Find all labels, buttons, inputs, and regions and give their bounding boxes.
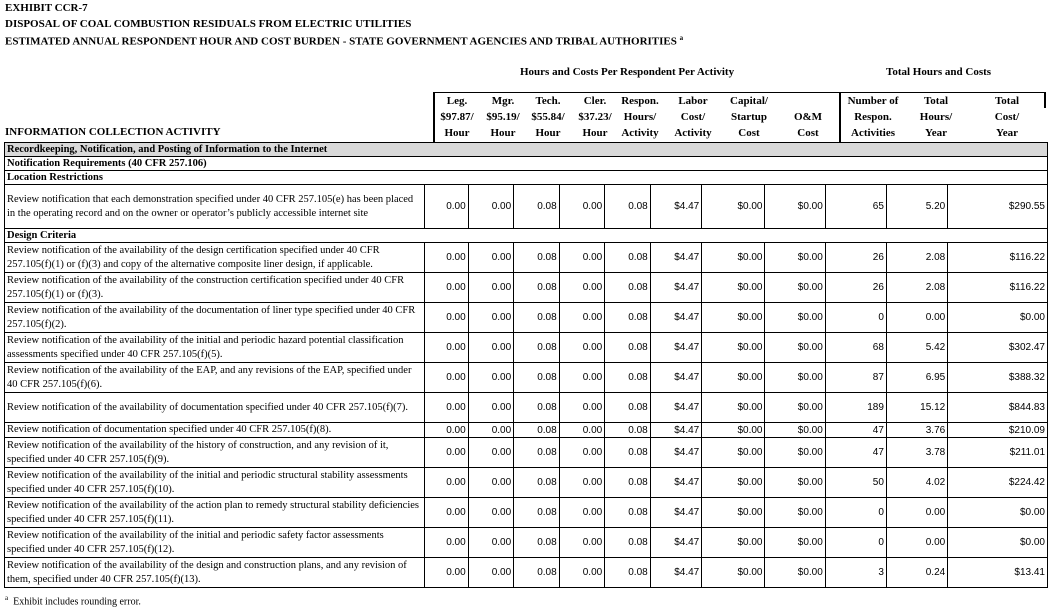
cell-mgr: 0.00 (468, 498, 514, 528)
section-recordkeeping (5, 143, 1048, 157)
cell-mgr: 0.00 (468, 528, 514, 558)
table-row (5, 558, 1048, 588)
column-header-respon (616, 93, 664, 143)
cell-cler: 0.00 (559, 243, 605, 273)
cell-tech: 0.08 (514, 273, 560, 303)
cell-hours: 5.20 (886, 185, 947, 229)
table-row (5, 303, 1048, 333)
cell-cost: $0.00 (948, 498, 1048, 528)
cell-tech: 0.08 (514, 185, 560, 229)
cell-labor: $4.47 (650, 303, 702, 333)
cell-mgr: 0.00 (468, 558, 514, 588)
column-header-line: Number of (847, 95, 899, 107)
cell-om: $0.00 (765, 185, 825, 229)
cell-om: $0.00 (765, 468, 825, 498)
column-header-line: Activity (674, 127, 712, 139)
column-header-line: Hour (444, 127, 470, 139)
activity-description: Review notification of the availability of the construction certification specified under 40 CFR 257.105(f)(1) or (f)(3). (5, 273, 425, 303)
activity-description: Review notification of the availability of the design certification specified under 40 CFR 257.105(f)(1) or (f)(3) and copy of the alternative composite liner design, if applicable. (5, 243, 425, 273)
header-divider-mid (839, 92, 841, 142)
cell-respon: 0.08 (605, 333, 651, 363)
cell-tech: 0.08 (514, 303, 560, 333)
section-location-restrictions (5, 171, 1048, 185)
cell-om: $0.00 (765, 303, 825, 333)
header-divider-left (433, 92, 435, 142)
column-header-line: Year (996, 127, 1018, 139)
cell-om: $0.00 (765, 438, 825, 468)
column-header-line: Activities (851, 127, 895, 139)
cell-leg: 0.00 (425, 423, 469, 438)
column-header-line: O&M (793, 111, 823, 123)
cell-respon: 0.08 (605, 423, 651, 438)
activity-description: Review notification of documentation specified under 40 CFR 257.105(f)(8). (5, 423, 425, 438)
cell-cost: $210.09 (948, 423, 1048, 438)
cell-cost: $224.42 (948, 468, 1048, 498)
cell-tech: 0.08 (514, 528, 560, 558)
cell-capital: $0.00 (702, 273, 765, 303)
cell-cler: 0.00 (559, 363, 605, 393)
cell-hours: 2.08 (886, 273, 947, 303)
cell-hours: 5.42 (886, 333, 947, 363)
cell-cler: 0.00 (559, 528, 605, 558)
column-header-hours (906, 93, 966, 143)
cell-respon: 0.08 (605, 303, 651, 333)
cell-leg: 0.00 (425, 243, 469, 273)
cell-cost: $116.22 (948, 243, 1048, 273)
cell-capital: $0.00 (702, 393, 765, 423)
activity-description: Review notification of the availability of the documentation of liner type specified under 40 CFR 257.105(f)(2). (5, 303, 425, 333)
cell-hours: 0.00 (886, 498, 947, 528)
cell-leg: 0.00 (425, 393, 469, 423)
group-header-per-respondent: Hours and Costs Per Respondent Per Activity (520, 66, 735, 78)
cell-respon: 0.08 (605, 558, 651, 588)
column-header-line: Leg. (446, 95, 468, 107)
cell-hours: 0.00 (886, 303, 947, 333)
column-header-line: Cost (738, 127, 760, 139)
cell-tech: 0.08 (514, 243, 560, 273)
cell-capital: $0.00 (702, 243, 765, 273)
column-header-line: Hours/ (919, 111, 953, 123)
column-header-line: Cost/ (994, 111, 1020, 123)
activity-description: Review notification of the availability of the action plan to remedy structural stability deficiencies specified under 40 CFR 257.105(f)(11). (5, 498, 425, 528)
cell-hours: 15.12 (886, 393, 947, 423)
cell-mgr: 0.00 (468, 333, 514, 363)
cell-cler: 0.00 (559, 468, 605, 498)
activity-description: Review notification of the availability of the initial and periodic hazard potential classification assessments specified under 40 CFR 257.105(f)(5). (5, 333, 425, 363)
cell-leg: 0.00 (425, 528, 469, 558)
cell-leg: 0.00 (425, 273, 469, 303)
cell-tech: 0.08 (514, 558, 560, 588)
cell-om: $0.00 (765, 333, 825, 363)
cell-respon: 0.08 (605, 528, 651, 558)
cell-labor: $4.47 (650, 498, 702, 528)
cell-tech: 0.08 (514, 363, 560, 393)
column-header-line: Hour (582, 127, 608, 139)
table-row (5, 438, 1048, 468)
table-row (5, 363, 1048, 393)
column-header-line: Respon. (854, 111, 892, 123)
column-header-tech (528, 93, 568, 143)
table-row (5, 273, 1048, 303)
cell-cler: 0.00 (559, 393, 605, 423)
table-row (5, 498, 1048, 528)
cell-cler: 0.00 (559, 273, 605, 303)
cell-cost: $13.41 (948, 558, 1048, 588)
table-row (5, 528, 1048, 558)
cell-leg: 0.00 (425, 438, 469, 468)
cell-respon: 0.08 (605, 273, 651, 303)
cell-om: $0.00 (765, 498, 825, 528)
column-header-capital (723, 93, 775, 143)
cell-labor: $4.47 (650, 393, 702, 423)
cell-om: $0.00 (765, 528, 825, 558)
footnote: $^a$ Exhibit includes rounding error. (5, 594, 141, 608)
column-header-line: Hours/ (623, 111, 657, 123)
column-header-line: Respon. (621, 95, 659, 107)
cell-capital: $0.00 (702, 438, 765, 468)
cell-hours: 0.24 (886, 558, 947, 588)
cell-leg: 0.00 (425, 303, 469, 333)
activity-description: Review notification that each demonstration specified under 40 CFR 257.105(e) has been placed in the operating record and on the owner or operator’s publicly accessible internet site (5, 185, 425, 229)
cell-cler: 0.00 (559, 303, 605, 333)
cell-respon: 0.08 (605, 498, 651, 528)
cell-number: 0 (825, 303, 886, 333)
cell-mgr: 0.00 (468, 423, 514, 438)
cell-number: 0 (825, 498, 886, 528)
activity-description: Review notification of the availability of the EAP, and any revisions of the EAP, specified under 40 CFR 257.105(f)(6). (5, 363, 425, 393)
cell-hours: 2.08 (886, 243, 947, 273)
cell-labor: $4.47 (650, 185, 702, 229)
cell-capital: $0.00 (702, 468, 765, 498)
cell-om: $0.00 (765, 558, 825, 588)
cell-capital: $0.00 (702, 185, 765, 229)
cell-hours: 3.78 (886, 438, 947, 468)
cell-cler: 0.00 (559, 438, 605, 468)
section-design-criteria (5, 229, 1048, 243)
column-header-line: $95.19/ (486, 111, 520, 123)
cell-cost: $0.00 (948, 303, 1048, 333)
cell-respon: 0.08 (605, 363, 651, 393)
cell-labor: $4.47 (650, 423, 702, 438)
cell-cost: $302.47 (948, 333, 1048, 363)
table-row (5, 243, 1048, 273)
cell-mgr: 0.00 (468, 273, 514, 303)
section-recordkeeping-label: Recordkeeping, Notification, and Posting of Information to the Internet (5, 143, 1048, 157)
column-header-line: Capital/ (730, 95, 768, 107)
cell-respon: 0.08 (605, 185, 651, 229)
cell-respon: 0.08 (605, 468, 651, 498)
column-header-line: $37.23/ (578, 111, 612, 123)
cell-number: 47 (825, 438, 886, 468)
cell-number: 87 (825, 363, 886, 393)
cell-cost: $388.32 (948, 363, 1048, 393)
cell-tech: 0.08 (514, 423, 560, 438)
table-row (5, 468, 1048, 498)
cell-mgr: 0.00 (468, 243, 514, 273)
column-header-line: Labor (678, 95, 708, 107)
column-header-labor (668, 93, 718, 143)
activity-column-header: INFORMATION COLLECTION ACTIVITY (5, 126, 221, 138)
cell-leg: 0.00 (425, 558, 469, 588)
cell-om: $0.00 (765, 393, 825, 423)
column-header-cler (574, 93, 616, 143)
cell-number: 189 (825, 393, 886, 423)
cell-hours: 0.00 (886, 528, 947, 558)
cell-capital: $0.00 (702, 363, 765, 393)
cell-om: $0.00 (765, 423, 825, 438)
cell-capital: $0.00 (702, 303, 765, 333)
cell-capital: $0.00 (702, 423, 765, 438)
cell-cost: $116.22 (948, 273, 1048, 303)
cell-number: 26 (825, 243, 886, 273)
title-line-1: DISPOSAL OF COAL COMBUSTION RESIDUALS FROM ELECTRIC UTILITIES (5, 18, 412, 30)
cell-cler: 0.00 (559, 333, 605, 363)
cell-cler: 0.00 (559, 185, 605, 229)
cell-hours: 4.02 (886, 468, 947, 498)
column-header-line: Tech. (535, 95, 561, 107)
cell-number: 65 (825, 185, 886, 229)
cell-leg: 0.00 (425, 468, 469, 498)
column-header-line: $55.84/ (531, 111, 565, 123)
group-header-totals: Total Hours and Costs (886, 66, 992, 78)
column-header-line: Mgr. (491, 95, 515, 107)
activity-description: Review notification of the availability of the initial and periodic structural stability assessments specified under 40 CFR 257.105(f)(10). (5, 468, 425, 498)
column-header-line: Total (923, 95, 949, 107)
column-header-line: $97.87/ (440, 111, 474, 123)
cell-respon: 0.08 (605, 243, 651, 273)
activity-description: Review notification of the availability of the history of construction, and any revision of it, specified under 40 CFR 257.105(f)(9). (5, 438, 425, 468)
column-header-line: Hour (535, 127, 561, 139)
cell-cler: 0.00 (559, 498, 605, 528)
cell-number: 26 (825, 273, 886, 303)
cell-tech: 0.08 (514, 438, 560, 468)
cell-labor: $4.47 (650, 528, 702, 558)
table-row (5, 333, 1048, 363)
cell-capital: $0.00 (702, 528, 765, 558)
column-header-line: Activity (621, 127, 659, 139)
cell-tech: 0.08 (514, 498, 560, 528)
cell-labor: $4.47 (650, 273, 702, 303)
cell-tech: 0.08 (514, 468, 560, 498)
cell-number: 3 (825, 558, 886, 588)
cell-mgr: 0.00 (468, 303, 514, 333)
cell-hours: 6.95 (886, 363, 947, 393)
cell-tech: 0.08 (514, 333, 560, 363)
cell-number: 0 (825, 528, 886, 558)
table-row (5, 393, 1048, 423)
column-header-line: Hour (490, 127, 516, 139)
footnote-marker: a (679, 34, 684, 42)
header-divider-right (1044, 92, 1046, 108)
cell-cost: $0.00 (948, 528, 1048, 558)
cell-capital: $0.00 (702, 333, 765, 363)
column-header-mgr (482, 93, 524, 143)
column-header-line: Cler. (583, 95, 607, 107)
activity-description: Review notification of the availability of documentation specified under 40 CFR 257.105(f)(7). (5, 393, 425, 423)
cell-labor: $4.47 (650, 558, 702, 588)
cell-mgr: 0.00 (468, 363, 514, 393)
cell-leg: 0.00 (425, 498, 469, 528)
table-row (5, 185, 1048, 229)
cell-om: $0.00 (765, 273, 825, 303)
column-header-cost (972, 93, 1042, 143)
column-header-number (843, 93, 903, 143)
column-header-om (788, 93, 828, 143)
cell-cost: $211.01 (948, 438, 1048, 468)
cell-respon: 0.08 (605, 393, 651, 423)
column-header-line: Startup (730, 111, 768, 123)
exhibit-label: EXHIBIT CCR-7 (5, 2, 88, 14)
cell-number: 47 (825, 423, 886, 438)
section-location-restrictions-label: Location Restrictions (5, 171, 1048, 185)
cell-hours: 3.76 (886, 423, 947, 438)
cell-mgr: 0.00 (468, 468, 514, 498)
column-header-line: Total (994, 95, 1020, 107)
cell-capital: $0.00 (702, 558, 765, 588)
cell-cler: 0.00 (559, 558, 605, 588)
table-row (5, 423, 1048, 438)
cell-respon: 0.08 (605, 438, 651, 468)
cell-labor: $4.47 (650, 438, 702, 468)
cell-mgr: 0.00 (468, 185, 514, 229)
cell-capital: $0.00 (702, 498, 765, 528)
cell-tech: 0.08 (514, 393, 560, 423)
cell-mgr: 0.00 (468, 438, 514, 468)
column-header-line: Cost/ (680, 111, 706, 123)
cell-labor: $4.47 (650, 243, 702, 273)
column-header-line: Year (925, 127, 947, 139)
section-notification-label: Notification Requirements (40 CFR 257.106) (5, 157, 1048, 171)
cell-om: $0.00 (765, 363, 825, 393)
cell-cost: $844.83 (948, 393, 1048, 423)
cell-labor: $4.47 (650, 468, 702, 498)
cell-om: $0.00 (765, 243, 825, 273)
column-header-leg (438, 93, 476, 143)
title-line-2: ESTIMATED ANNUAL RESPONDENT HOUR AND COST BURDEN - STATE GOVERNMENT AGENCIES AND TRIBAL AUTHORITIES $^a$ (5, 34, 684, 48)
burden-table (4, 142, 1048, 588)
cell-leg: 0.00 (425, 333, 469, 363)
section-notification (5, 157, 1048, 171)
cell-labor: $4.47 (650, 363, 702, 393)
cell-cler: 0.00 (559, 423, 605, 438)
cell-labor: $4.47 (650, 333, 702, 363)
cell-mgr: 0.00 (468, 393, 514, 423)
cell-leg: 0.00 (425, 185, 469, 229)
activity-description: Review notification of the availability of the design and construction plans, and any revision of them, specified under 40 CFR 257.105(f)(13). (5, 558, 425, 588)
activity-description: Review notification of the availability of the initial and periodic safety factor assessments specified under 40 CFR 257.105(f)(12). (5, 528, 425, 558)
cell-number: 50 (825, 468, 886, 498)
section-design-criteria-label: Design Criteria (5, 229, 1048, 243)
cell-cost: $290.55 (948, 185, 1048, 229)
cell-number: 68 (825, 333, 886, 363)
column-header-line: Cost (797, 127, 819, 139)
column-header-line (788, 93, 828, 109)
cell-leg: 0.00 (425, 363, 469, 393)
